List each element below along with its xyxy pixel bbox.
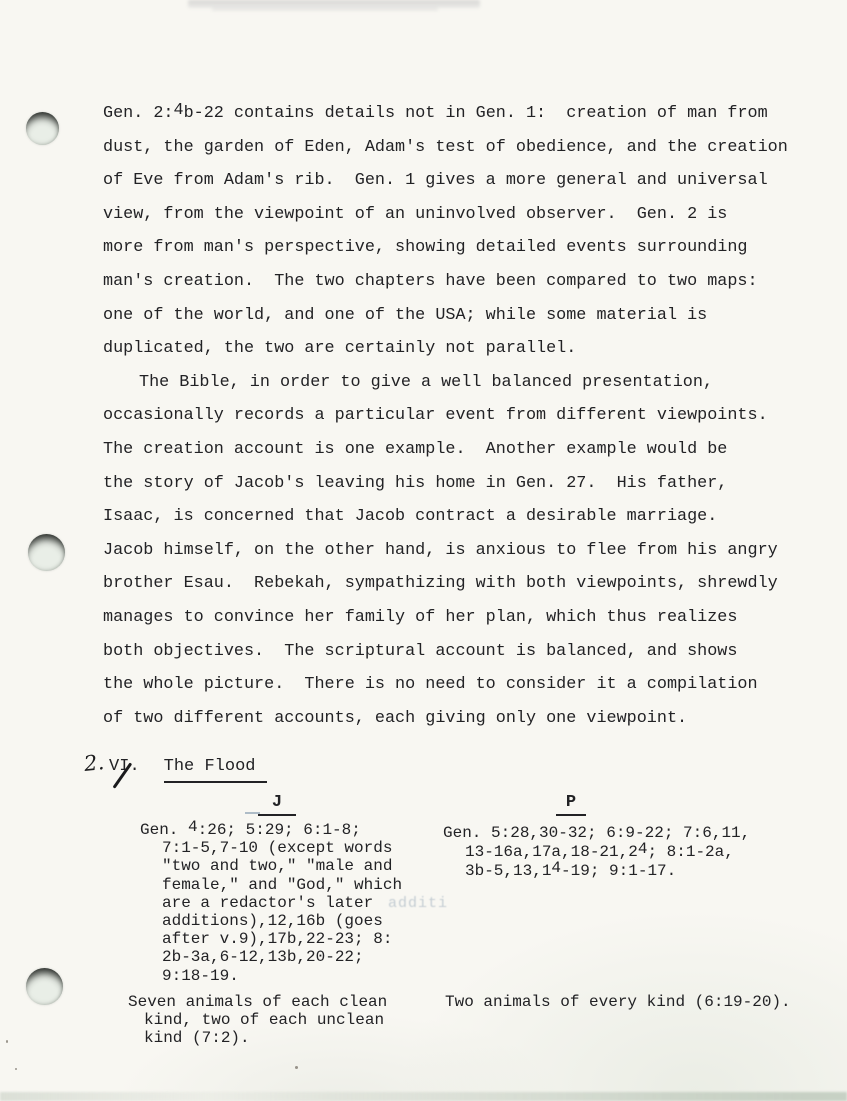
text-line: 9:18-19.: [162, 966, 239, 985]
text-line: one of the world, and one of the USA; while some material is: [103, 305, 708, 325]
struck-roman-numeral: VI.: [109, 757, 140, 776]
text-line: brother Esau. Rebekah, sympathizing with both viewpoints, shrewdly: [103, 574, 778, 594]
text-line: the story of Jacob's leaving his home in Gen. 27. His father,: [103, 473, 728, 493]
p-source-references: [443, 824, 750, 881]
text-line: of two different accounts, each giving only one viewpoint.: [103, 708, 688, 728]
text-line: 3b-5,13,14-19; 9:1-17.: [465, 858, 677, 880]
text-line: Isaac, is concerned that Jacob contract a desirable marriage.: [103, 507, 718, 527]
text-line: Gen. 2:4b-22 contains details not in Gen. 1: creation of man from: [103, 100, 768, 123]
text-line: additions),12,16b (goes: [162, 912, 383, 931]
text-line: duplicated, the two are certainly not parallel.: [103, 339, 577, 359]
section-title: The Flood: [164, 756, 268, 783]
text-line: man's creation. The two chapters have been compared to two maps:: [103, 271, 758, 291]
column-header-p-label: P: [565, 793, 577, 812]
punch-hole-middle: [28, 534, 65, 571]
text-line: Gen. 4:26; 5:29; 6:1-8;: [140, 817, 361, 839]
text-line: view, from the viewpoint of an uninvolved observer. Gen. 2 is: [103, 204, 728, 224]
text-line: kind (7:2).: [144, 1029, 250, 1048]
scan-speck: [6, 1040, 8, 1043]
scan-artifact-top-2: [212, 7, 438, 11]
body-text: [103, 97, 813, 735]
text-line: female," and "God," which: [162, 875, 403, 894]
handwritten-section-number: 2.: [82, 750, 106, 776]
text-line: after v.9),17b,22-23; 8:: [162, 930, 393, 949]
text-line: of Eve from Adam's rib. Gen. 1 gives a more general and universal: [103, 171, 768, 191]
column-header-j-label: J: [271, 793, 283, 812]
section-heading: [84, 752, 267, 783]
text-line: The Bible, in order to give a well balanced presentation,: [139, 372, 714, 392]
text-line: Gen. 5:28,30-32; 6:9-22; 7:6,11,: [443, 824, 751, 842]
paragraph-creation-comparison: [103, 97, 813, 366]
scan-speck: [15, 1068, 17, 1070]
text-line: the whole picture. There is no need to consider it a compilation: [103, 675, 758, 695]
text-line: kind, two of each unclean: [144, 1011, 385, 1030]
text-line: Seven animals of each clean: [128, 993, 388, 1011]
erased-ghost-text: additi: [388, 895, 449, 912]
text-line: dust, the garden of Eden, Adam's test of obedience, and the creation: [103, 137, 788, 157]
stray-pen-mark: [245, 812, 260, 814]
text-line: 13-16a,17a,18-21,24; 8:1-2a,: [465, 839, 734, 861]
text-line: are a redactor's later: [162, 893, 374, 912]
column-header-p: [556, 793, 586, 816]
text-line: 7:1-5,7-10 (except words: [162, 839, 393, 858]
column-header-j: [258, 793, 296, 816]
scan-speck: [295, 1066, 298, 1069]
j-animals-note: [128, 993, 387, 1048]
text-line: Two animals of every kind (6:19-20).: [445, 993, 791, 1011]
text-line: The creation account is one example. Another example would be: [103, 439, 728, 459]
text-line: both objectives. The scriptural account is balanced, and shows: [103, 641, 738, 661]
text-line: occasionally records a particular event from different viewpoints.: [103, 406, 768, 426]
paragraph-balanced-viewpoints: [103, 366, 813, 736]
punch-hole-top: [26, 112, 59, 145]
text-line: Jacob himself, on the other hand, is anxious to flee from his angry: [103, 540, 778, 560]
text-line: manages to convince her family of her plan, which thus realizes: [103, 607, 738, 627]
j-source-references: [140, 817, 403, 985]
punch-hole-bottom: [26, 968, 63, 1005]
text-line: more from man's perspective, showing detailed events surrounding: [103, 238, 748, 258]
text-line: "two and two," "male and: [162, 857, 393, 876]
scan-artifact-bottom: [0, 1092, 847, 1101]
p-animals-note: [445, 993, 791, 1011]
text-line: 2b-3a,6-12,13b,20-22;: [162, 948, 364, 967]
